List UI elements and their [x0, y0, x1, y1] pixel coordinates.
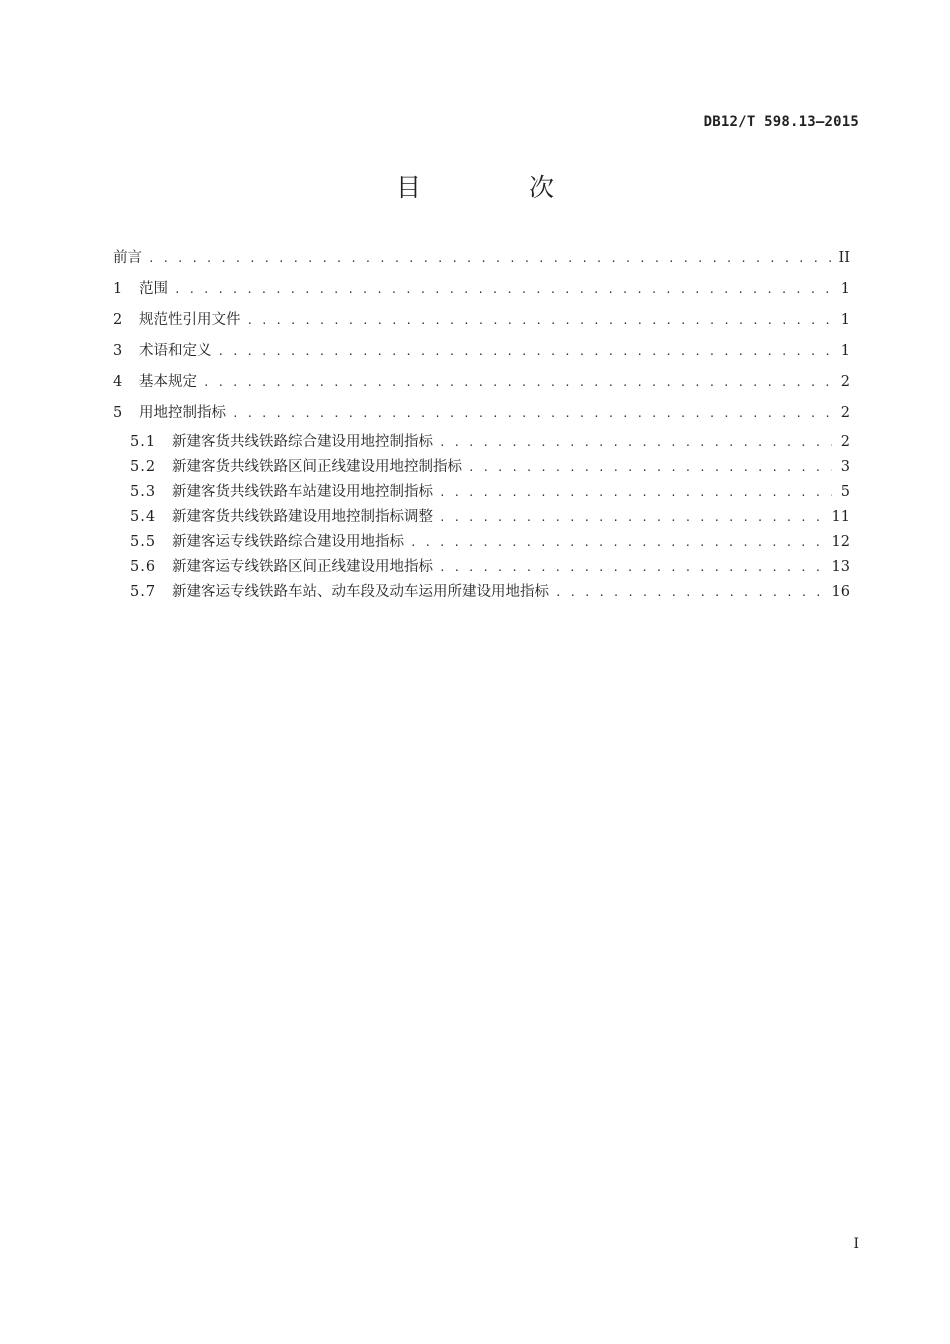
toc-entry-number: 5.5 — [130, 534, 157, 550]
toc-entry-page: 16 — [831, 584, 850, 600]
toc-entry-label: 新建客货共线铁路建设用地控制指标调整 — [172, 509, 433, 525]
toc-dot-leader — [439, 507, 828, 529]
toc-entry-page: 5 — [840, 484, 850, 500]
toc-entry[interactable] — [113, 276, 850, 307]
toc-entry-page: 2 — [840, 405, 850, 421]
toc-dot-leader — [247, 308, 833, 334]
toc-entry-number: 4 — [113, 374, 123, 390]
toc-entry-number: 5.1 — [130, 434, 157, 450]
toc-entry-label: 规范性引用文件 — [139, 312, 241, 328]
toc-entry-label: 新建客运专线铁路区间正线建设用地指标 — [172, 559, 433, 575]
toc-dot-leader — [555, 582, 828, 604]
toc-entry-number: 2 — [113, 312, 123, 328]
toc-entry[interactable] — [113, 506, 850, 531]
toc-entry-label: 新建客货共线铁路区间正线建设用地控制指标 — [172, 459, 462, 475]
toc-entry[interactable] — [113, 245, 850, 276]
toc-entry[interactable] — [113, 369, 850, 400]
toc-entry-number: 1 — [113, 281, 123, 297]
toc-entry-label: 前言 — [113, 250, 142, 266]
toc-dot-leader — [232, 401, 832, 427]
page-number: I — [853, 1236, 859, 1252]
toc-dot-leader — [174, 277, 832, 303]
toc-entry-label: 范围 — [139, 281, 168, 297]
toc-entry-label: 新建客运专线铁路综合建设用地指标 — [172, 534, 404, 550]
toc-dot-leader — [218, 339, 833, 365]
toc-entry-label: 用地控制指标 — [139, 405, 226, 421]
toc-entry-page: II — [838, 250, 850, 266]
toc-entry-page: 2 — [840, 434, 850, 450]
toc-entry-label: 术语和定义 — [139, 343, 212, 359]
toc-entry-number: 5.3 — [130, 484, 157, 500]
toc-entry[interactable] — [113, 531, 850, 556]
toc-entry-number: 5.4 — [130, 509, 157, 525]
toc-dot-leader — [468, 457, 832, 479]
toc-entry-page: 12 — [831, 534, 850, 550]
toc-entry-label: 基本规定 — [139, 374, 197, 390]
toc-entry[interactable] — [113, 456, 850, 481]
toc-entry-number: 5.6 — [130, 559, 157, 575]
table-of-contents — [113, 245, 850, 606]
toc-dot-leader — [203, 370, 832, 396]
toc-entry[interactable] — [113, 338, 850, 369]
toc-title: 目 次 — [396, 173, 604, 202]
toc-entry-number: 5 — [113, 405, 123, 421]
document-code: DB12/T 598.13—2015 — [703, 114, 859, 130]
toc-entry-page: 1 — [840, 343, 850, 359]
toc-entry[interactable] — [113, 400, 850, 431]
toc-entry[interactable] — [113, 581, 850, 606]
toc-entry[interactable] — [113, 481, 850, 506]
toc-entry-page: 1 — [840, 281, 850, 297]
toc-entry-page: 1 — [840, 312, 850, 328]
toc-entry-number: 5.7 — [130, 584, 157, 600]
toc-dot-leader — [439, 482, 832, 504]
toc-entry-page: 2 — [840, 374, 850, 390]
toc-entry-page: 3 — [840, 459, 850, 475]
toc-entry[interactable] — [113, 431, 850, 456]
toc-entry[interactable] — [113, 307, 850, 338]
toc-entry-label: 新建客货共线铁路综合建设用地控制指标 — [172, 434, 433, 450]
toc-entry-label: 新建客货共线铁路车站建设用地控制指标 — [172, 484, 433, 500]
toc-entry-page: 13 — [831, 559, 850, 575]
toc-entry-number: 3 — [113, 343, 123, 359]
toc-dot-leader — [439, 557, 828, 579]
toc-dot-leader — [439, 432, 832, 454]
toc-entry-page: 11 — [831, 509, 850, 525]
toc-entry[interactable] — [113, 556, 850, 581]
toc-dot-leader — [410, 532, 828, 554]
toc-dot-leader — [148, 246, 832, 272]
toc-entry-number: 5.2 — [130, 459, 157, 475]
toc-entry-label: 新建客运专线铁路车站、动车段及动车运用所建设用地指标 — [172, 584, 549, 600]
